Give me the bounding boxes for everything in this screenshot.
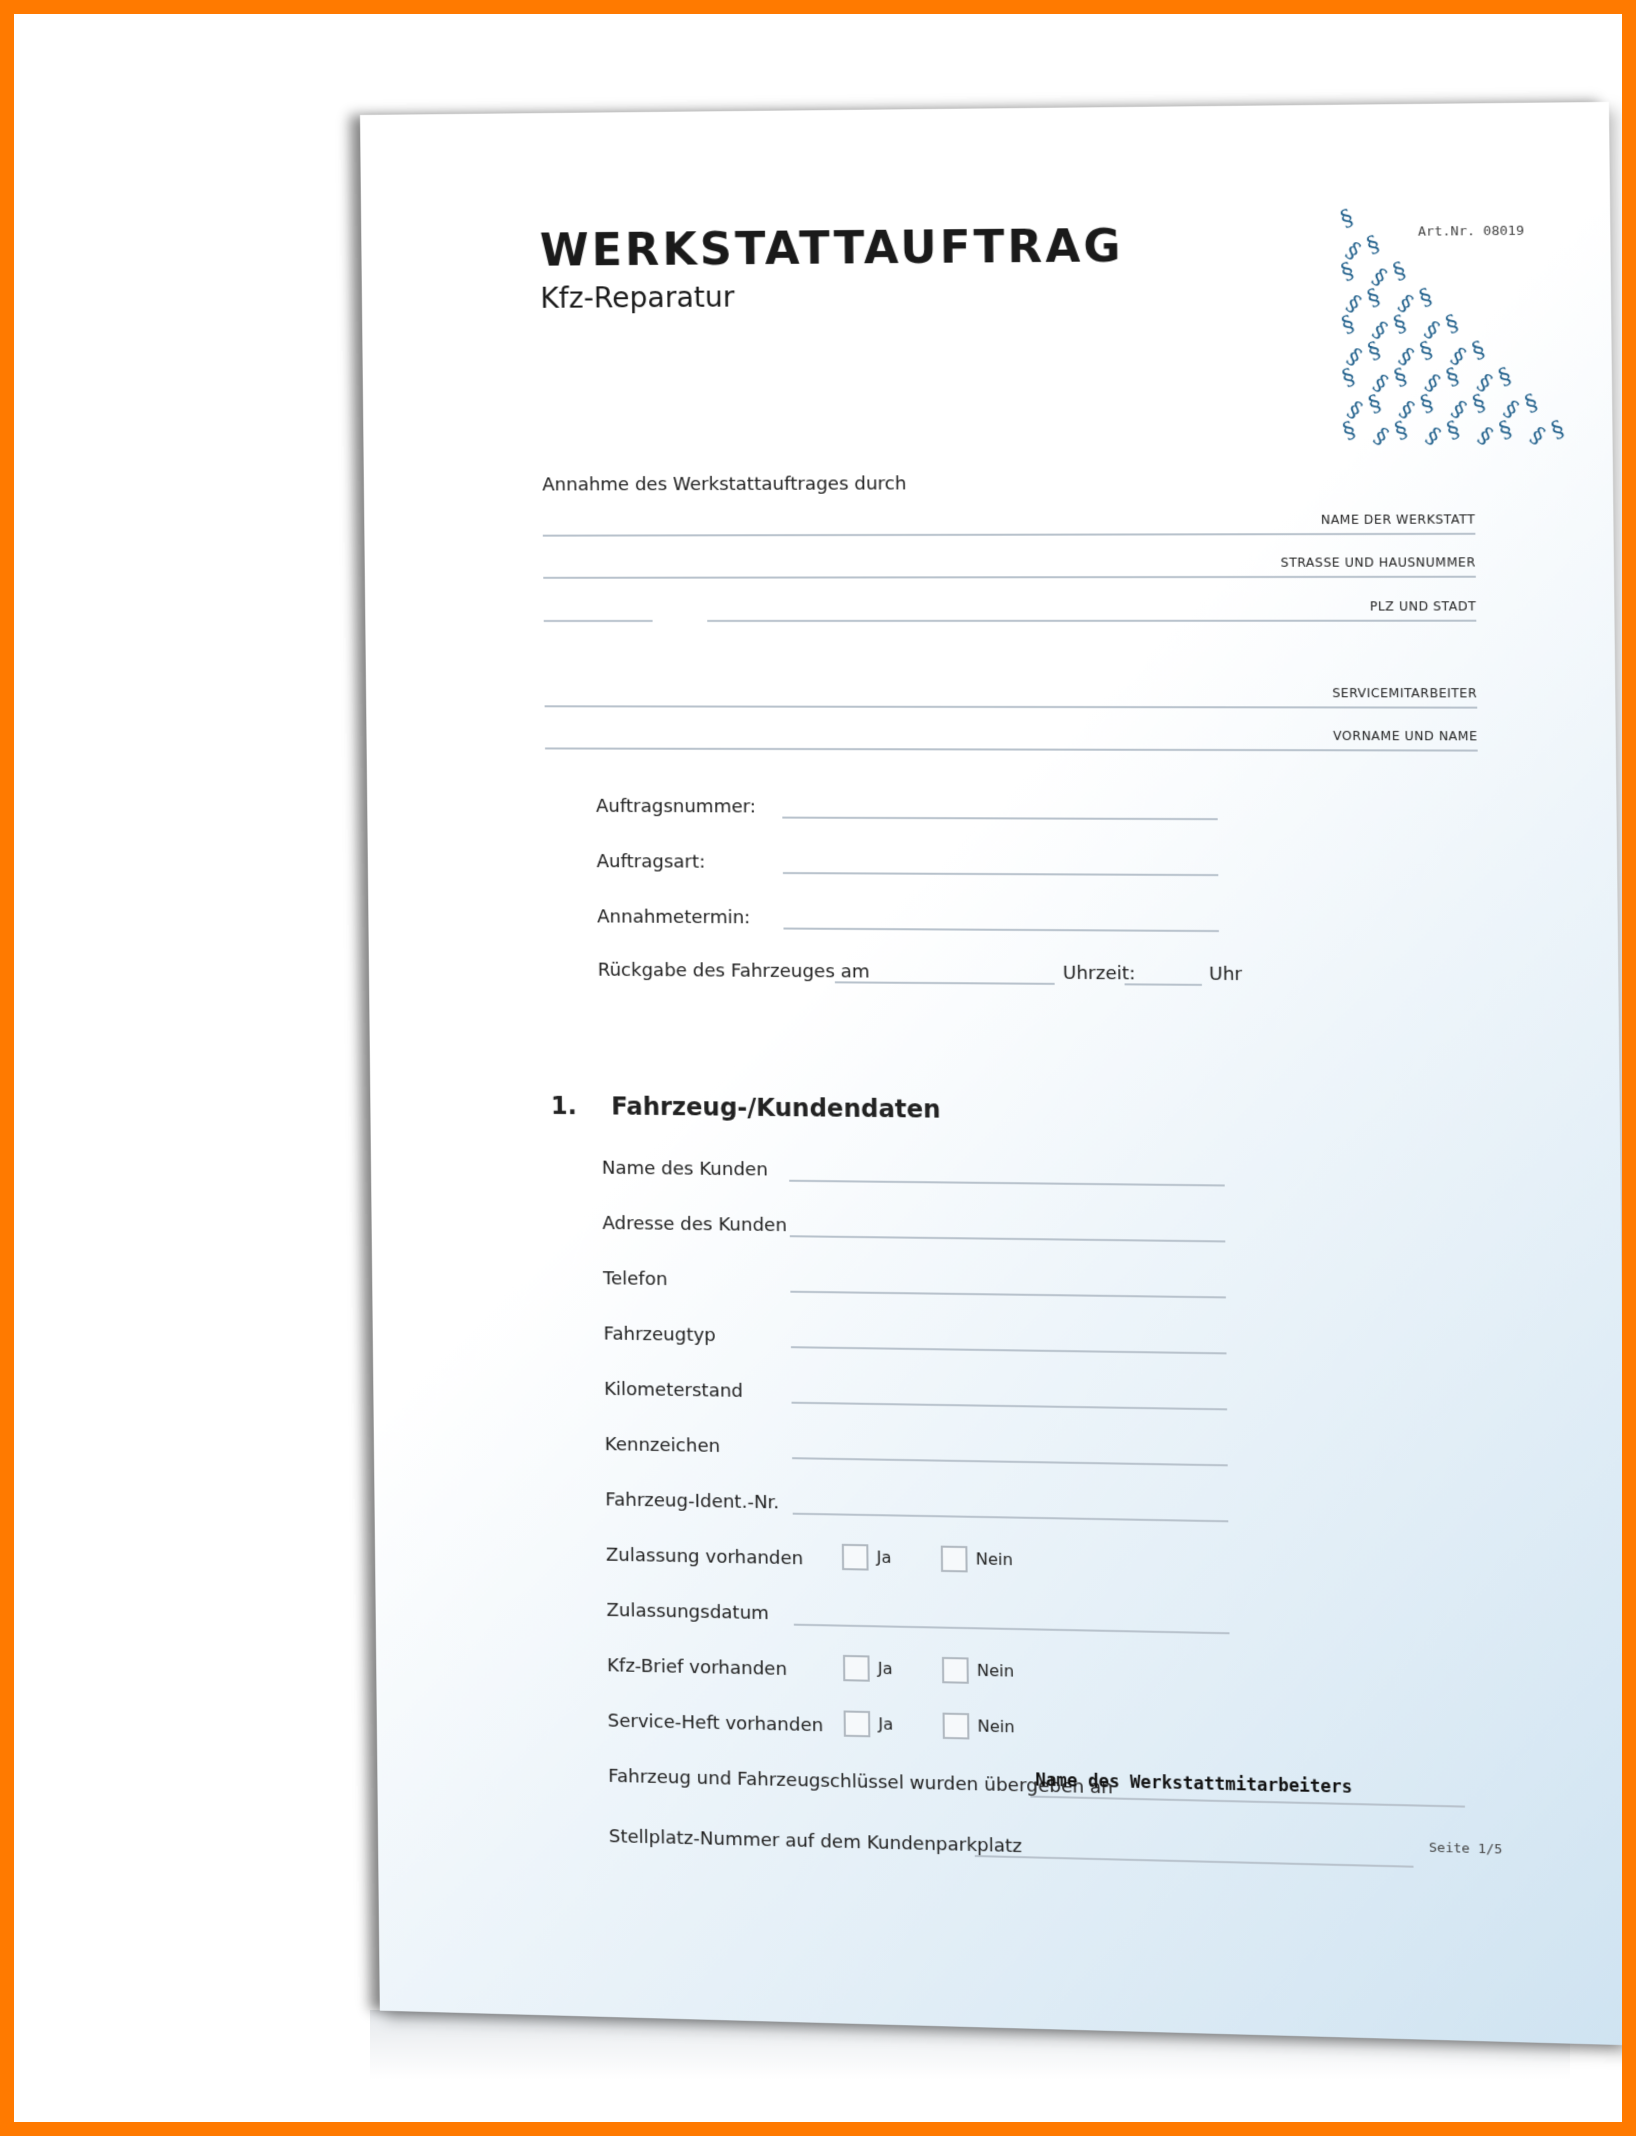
registration-yes-label: Ja bbox=[876, 1547, 892, 1567]
paragraph-glyph: § bbox=[1367, 317, 1392, 345]
paragraph-glyph: § bbox=[1337, 204, 1357, 233]
paragraph-glyph: § bbox=[1340, 237, 1365, 265]
paragraph-glyph: § bbox=[1364, 337, 1385, 366]
paragraph-glyph: § bbox=[1472, 422, 1498, 451]
paragraph-glyph: § bbox=[1446, 396, 1471, 424]
registration-label: Zulassung vorhanden bbox=[605, 1544, 804, 1570]
paragraph-glyph: § bbox=[1341, 343, 1367, 372]
paragraph-glyph: § bbox=[1420, 422, 1445, 451]
service-book-no-checkbox[interactable] bbox=[943, 1713, 970, 1740]
acceptance-date-field[interactable] bbox=[783, 928, 1218, 933]
paragraph-glyph: § bbox=[1420, 369, 1445, 398]
time-field[interactable] bbox=[1125, 983, 1202, 986]
registration-date-field[interactable] bbox=[794, 1624, 1230, 1635]
paragraph-glyph: § bbox=[1442, 310, 1463, 339]
service-book-yes-label: Ja bbox=[878, 1714, 894, 1734]
paragraph-glyph: § bbox=[1368, 423, 1393, 451]
paragraph-glyph: § bbox=[1415, 283, 1436, 312]
city-line[interactable] bbox=[707, 620, 1476, 622]
paragraph-glyph: § bbox=[1390, 310, 1411, 339]
paragraph-glyph: § bbox=[1468, 336, 1489, 365]
handover-label: Fahrzeug und Fahrzeugschlüssel wurden übergeben an bbox=[608, 1765, 1114, 1799]
paragraph-glyph: § bbox=[1394, 396, 1419, 424]
paragraph-glyph: § bbox=[1495, 416, 1516, 445]
zip-city-label: PLZ UND STADT bbox=[1369, 599, 1477, 614]
zip-line[interactable] bbox=[544, 620, 653, 622]
handover-value: Name des Werkstattmitarbeiters bbox=[1035, 1770, 1353, 1798]
paragraph-glyph: § bbox=[1525, 422, 1550, 450]
paragraph-pattern-icon bbox=[1333, 194, 1576, 461]
acceptance-date-label: Annahmetermin: bbox=[597, 906, 751, 929]
license-plate-field[interactable] bbox=[792, 1457, 1228, 1466]
registration-yes-checkbox[interactable] bbox=[842, 1544, 869, 1571]
document-page bbox=[360, 102, 1630, 2045]
return-date-field[interactable] bbox=[835, 981, 1055, 985]
service-book-label: Service-Heft vorhanden bbox=[607, 1710, 824, 1737]
intro-text: Annahme des Werkstattauftrages durch bbox=[542, 473, 907, 496]
paragraph-glyph: § bbox=[1472, 369, 1497, 397]
vehicle-type-label: Fahrzeugtyp bbox=[603, 1323, 716, 1347]
paragraph-glyph: § bbox=[1367, 263, 1392, 292]
service-staff-label: SERVICEMITARBEITER bbox=[1332, 686, 1478, 701]
vin-label: Fahrzeug-Ident.-Nr. bbox=[605, 1489, 780, 1514]
registration-no-checkbox[interactable] bbox=[941, 1546, 968, 1573]
customer-address-label: Adresse des Kunden bbox=[602, 1212, 788, 1237]
service-staff-line[interactable] bbox=[545, 705, 1478, 708]
customer-name-label: Name des Kunden bbox=[601, 1157, 768, 1181]
paragraph-glyph: § bbox=[1363, 231, 1384, 260]
article-number: Art.Nr. 08019 bbox=[1417, 223, 1525, 240]
workshop-name-label: NAME DER WERKSTATT bbox=[1320, 512, 1476, 527]
paragraph-glyph: § bbox=[1419, 316, 1444, 345]
paragraph-glyph: § bbox=[1342, 396, 1367, 425]
paragraph-glyph: § bbox=[1391, 416, 1412, 445]
vehicle-title-label: Kfz-Brief vorhanden bbox=[606, 1655, 788, 1681]
customer-name-field[interactable] bbox=[789, 1180, 1225, 1187]
section-number: 1. bbox=[550, 1091, 577, 1121]
document-title: WERKSTATTAUFTRAG bbox=[539, 220, 1124, 277]
paragraph-glyph: § bbox=[1339, 417, 1360, 445]
section-title: Fahrzeug-/Kundendaten bbox=[611, 1092, 941, 1124]
mileage-label: Kilometerstand bbox=[604, 1378, 744, 1402]
license-plate-label: Kennzeichen bbox=[604, 1433, 721, 1457]
mileage-field[interactable] bbox=[792, 1402, 1228, 1411]
street-label: STRASSE UND HAUSNUMMER bbox=[1280, 555, 1476, 570]
workshop-name-line[interactable] bbox=[543, 533, 1476, 537]
street-line[interactable] bbox=[543, 576, 1476, 579]
paragraph-glyph: § bbox=[1469, 389, 1490, 418]
staff-name-label: VORNAME UND NAME bbox=[1333, 728, 1478, 744]
page-number: Seite 1/5 bbox=[1428, 1840, 1503, 1858]
phone-label: Telefon bbox=[602, 1268, 668, 1291]
paragraph-glyph: § bbox=[1363, 284, 1384, 313]
paragraph-glyph: § bbox=[1393, 343, 1419, 371]
registration-date-label: Zulassungsdatum bbox=[606, 1599, 770, 1625]
vin-field[interactable] bbox=[793, 1513, 1229, 1523]
parking-spot-label: Stellplatz-Nummer auf dem Kundenparkplatz bbox=[608, 1826, 1023, 1858]
registration-no-label: Nein bbox=[975, 1549, 1014, 1570]
paragraph-glyph: § bbox=[1338, 364, 1359, 392]
return-date-label: Rückgabe des Fahrzeuges am bbox=[597, 959, 870, 983]
document-subtitle: Kfz-Reparatur bbox=[540, 280, 735, 315]
vehicle-title-yes-checkbox[interactable] bbox=[843, 1655, 870, 1682]
paragraph-glyph: § bbox=[1338, 311, 1359, 339]
vehicle-type-field[interactable] bbox=[791, 1346, 1227, 1354]
order-number-label: Auftragsnummer: bbox=[595, 795, 757, 818]
paragraph-glyph: § bbox=[1337, 258, 1358, 286]
order-number-field[interactable] bbox=[782, 817, 1217, 821]
order-type-label: Auftragsart: bbox=[596, 851, 706, 873]
paragraph-glyph: § bbox=[1389, 257, 1410, 286]
vehicle-title-no-checkbox[interactable] bbox=[942, 1657, 969, 1684]
paragraph-glyph: § bbox=[1521, 389, 1542, 418]
paragraph-glyph: § bbox=[1495, 363, 1515, 392]
time-label: Uhrzeit: bbox=[1062, 962, 1136, 985]
service-book-yes-checkbox[interactable] bbox=[844, 1710, 871, 1737]
paragraph-glyph: § bbox=[1416, 337, 1437, 365]
paragraph-glyph: § bbox=[1547, 416, 1568, 445]
paragraph-glyph: § bbox=[1443, 416, 1464, 445]
paragraph-glyph: § bbox=[1365, 390, 1385, 419]
paragraph-glyph: § bbox=[1341, 290, 1366, 319]
vehicle-title-no-label: Nein bbox=[976, 1660, 1015, 1681]
staff-name-line[interactable] bbox=[545, 747, 1478, 751]
paragraph-glyph: § bbox=[1445, 343, 1471, 371]
customer-address-field[interactable] bbox=[790, 1235, 1226, 1242]
phone-field[interactable] bbox=[790, 1291, 1226, 1299]
paragraph-glyph: § bbox=[1442, 363, 1463, 392]
order-type-field[interactable] bbox=[783, 872, 1218, 876]
paragraph-glyph: § bbox=[1393, 290, 1418, 318]
paragraph-glyph: § bbox=[1498, 396, 1523, 424]
parking-spot-field[interactable] bbox=[975, 1855, 1414, 1868]
vehicle-title-yes-label: Ja bbox=[877, 1658, 893, 1679]
service-book-no-label: Nein bbox=[977, 1716, 1015, 1737]
paragraph-glyph: § bbox=[1417, 390, 1437, 419]
paragraph-glyph: § bbox=[1390, 363, 1411, 392]
handover-field[interactable] bbox=[1030, 1796, 1465, 1808]
time-unit: Uhr bbox=[1208, 963, 1243, 986]
paragraph-glyph: § bbox=[1368, 370, 1393, 398]
